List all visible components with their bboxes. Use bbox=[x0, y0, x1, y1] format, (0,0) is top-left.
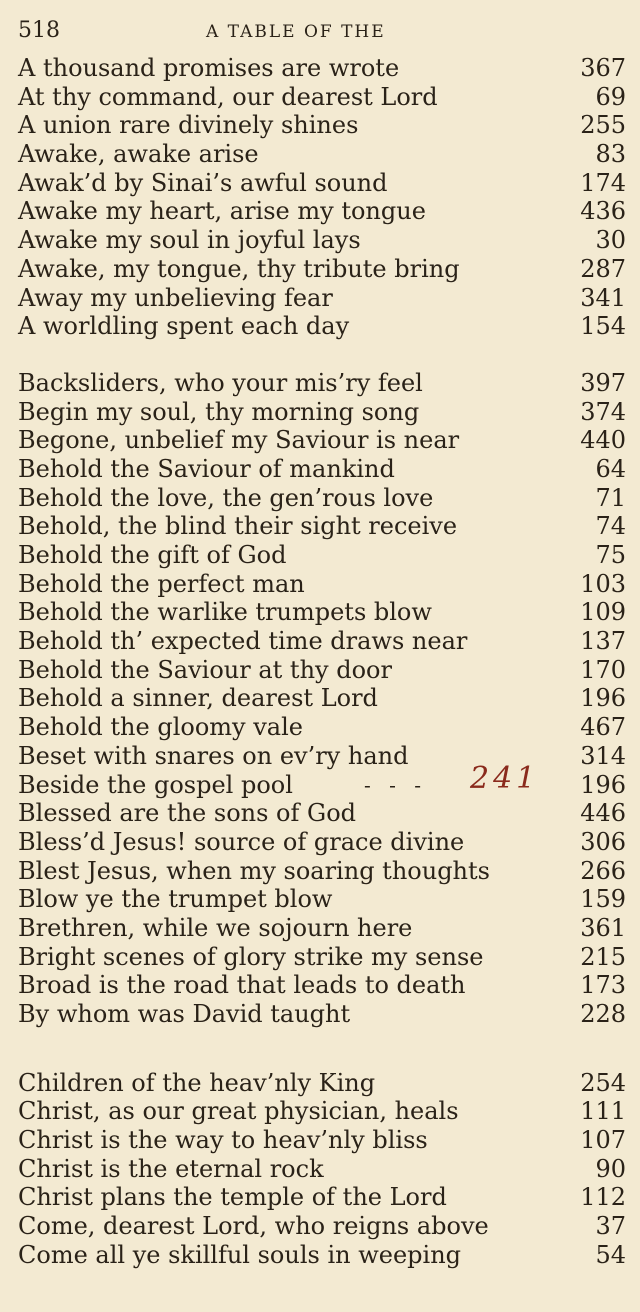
entry-title: Behold th’ expected time draws near bbox=[18, 627, 468, 656]
index-entry bbox=[18, 598, 626, 627]
index-entry bbox=[18, 570, 626, 599]
hymn-number: 174 bbox=[580, 168, 626, 197]
entry-title: Children of the heav’nly King bbox=[18, 1068, 376, 1097]
entry-title: Come all ye skillful souls in weeping bbox=[18, 1240, 462, 1269]
index-entry bbox=[18, 111, 626, 140]
hymn-number: 83 bbox=[595, 140, 626, 169]
index-section bbox=[18, 369, 626, 1029]
entry-title: Christ plans the temple of the Lord bbox=[18, 1183, 447, 1212]
index-entry bbox=[18, 799, 626, 828]
index-entry bbox=[18, 284, 626, 313]
index-entry bbox=[18, 885, 626, 914]
hymn-number: 71 bbox=[595, 483, 626, 512]
entry-title: Behold the perfect man bbox=[18, 569, 305, 598]
index-entry bbox=[18, 54, 626, 83]
hymn-number: 196 bbox=[580, 684, 626, 713]
hymn-number: 254 bbox=[580, 1068, 626, 1097]
hymn-number: 374 bbox=[580, 397, 626, 426]
section-gap bbox=[18, 1029, 626, 1069]
entry-title: Awake, awake arise bbox=[18, 140, 259, 169]
index-entry bbox=[18, 426, 626, 455]
hymn-number: 112 bbox=[580, 1183, 626, 1212]
index-entry bbox=[18, 369, 626, 398]
hymn-number: 170 bbox=[580, 655, 626, 684]
index-entry bbox=[18, 1241, 626, 1270]
index-entry bbox=[18, 455, 626, 484]
hymn-number: 436 bbox=[580, 197, 626, 226]
entry-title: Beside the gospel pool bbox=[18, 770, 293, 799]
index-entry bbox=[18, 169, 626, 198]
hymn-number: 64 bbox=[595, 454, 626, 483]
hymn-number: 228 bbox=[580, 1000, 626, 1028]
index-entry bbox=[18, 484, 626, 513]
index-entry bbox=[18, 684, 626, 713]
index-section bbox=[18, 54, 626, 341]
hymn-number: 397 bbox=[580, 368, 626, 397]
index-entry bbox=[18, 1212, 626, 1241]
entry-title: Awake my heart, arise my tongue bbox=[18, 197, 426, 226]
page-header bbox=[18, 14, 626, 54]
hymn-number: 361 bbox=[580, 913, 626, 942]
entry-title: Awake my soul in joyful lays bbox=[18, 226, 361, 255]
entry-title: Christ, as our great physician, heals bbox=[18, 1097, 459, 1126]
leader-dots: - - - bbox=[364, 772, 427, 797]
index-entry bbox=[18, 1069, 626, 1098]
hymn-number: 37 bbox=[595, 1212, 626, 1241]
hymn-number: 467 bbox=[580, 713, 626, 742]
index-entry bbox=[18, 857, 626, 886]
entry-title: Blessed are the sons of God bbox=[18, 799, 357, 828]
hymn-number: 215 bbox=[580, 942, 626, 971]
hymn-number: 159 bbox=[580, 885, 626, 914]
entry-title: Awak’d by Sinai’s awful sound bbox=[18, 168, 388, 197]
index-entry bbox=[18, 512, 626, 541]
hymn-number: 255 bbox=[580, 111, 626, 140]
hymn-number: 74 bbox=[595, 512, 626, 541]
entry-title: Behold the gift of God bbox=[18, 541, 287, 569]
entry-title: Behold the gloomy vale bbox=[18, 713, 303, 742]
entry-title: Backsliders, who your mis’ry feel bbox=[18, 368, 423, 397]
entry-title: Behold the Saviour of mankind bbox=[18, 454, 395, 483]
entry-title: A thousand promises are wrote bbox=[18, 54, 400, 82]
hymn-number: 446 bbox=[580, 799, 626, 828]
entry-title: A worldling spent each day bbox=[18, 312, 350, 341]
hymn-number: 173 bbox=[580, 971, 626, 1000]
index-entry bbox=[18, 828, 626, 857]
hymn-number: 266 bbox=[580, 856, 626, 885]
index-entry bbox=[18, 255, 626, 284]
hymn-number: 341 bbox=[580, 283, 626, 312]
entry-title: Blow ye the trumpet blow bbox=[18, 885, 333, 914]
hymn-number: 154 bbox=[580, 312, 626, 341]
entry-title: By whom was David taught bbox=[18, 1000, 351, 1028]
hymn-number: 54 bbox=[595, 1240, 626, 1269]
entry-title: Bless’d Jesus! source of grace divine bbox=[18, 827, 465, 856]
hymn-number: 103 bbox=[580, 569, 626, 598]
index-entry bbox=[18, 398, 626, 427]
entry-title: Begin my soul, thy morning song bbox=[18, 397, 420, 426]
index-section bbox=[18, 1069, 626, 1270]
index-entry bbox=[18, 1000, 626, 1029]
hymn-number: 367 bbox=[580, 54, 626, 82]
index-entry bbox=[18, 226, 626, 255]
entry-title: Christ is the eternal rock bbox=[18, 1154, 324, 1183]
index-entry bbox=[18, 1126, 626, 1155]
hymn-number: 75 bbox=[595, 541, 626, 569]
entry-title: Bright scenes of glory strike my sense bbox=[18, 942, 484, 971]
entry-title: A union rare divinely shines bbox=[18, 111, 359, 140]
entry-title: Begone, unbelief my Saviour is near bbox=[18, 426, 460, 455]
handwritten-annotation: 241 bbox=[470, 760, 540, 796]
hymn-number: 287 bbox=[580, 254, 626, 283]
section-gap bbox=[18, 341, 626, 369]
entry-title: Away my unbelieving fear bbox=[18, 283, 333, 312]
hymn-number: 111 bbox=[580, 1097, 626, 1126]
running-head: A TABLE OF THE bbox=[206, 22, 386, 42]
hymn-number: 30 bbox=[595, 226, 626, 255]
entry-title: Awake, my tongue, thy tribute bring bbox=[18, 254, 460, 283]
hymn-number: 90 bbox=[595, 1154, 626, 1183]
index-entry bbox=[18, 914, 626, 943]
hymn-number: 69 bbox=[595, 82, 626, 111]
index-entry bbox=[18, 627, 626, 656]
hymn-number: 440 bbox=[580, 426, 626, 455]
index-entry bbox=[18, 656, 626, 685]
index-list bbox=[18, 54, 626, 1270]
hymn-number: 196 bbox=[580, 770, 626, 799]
index-entry bbox=[18, 312, 626, 341]
index-entry bbox=[18, 971, 626, 1000]
index-entry bbox=[18, 140, 626, 169]
entry-title: Christ is the way to heav’nly bliss bbox=[18, 1126, 428, 1155]
entry-title: At thy command, our dearest Lord bbox=[18, 82, 438, 111]
hymn-number: 314 bbox=[580, 741, 626, 770]
entry-title: Behold the love, the gen’rous love bbox=[18, 483, 434, 512]
index-entry bbox=[18, 1155, 626, 1184]
entry-title: Behold, the blind their sight receive bbox=[18, 512, 458, 541]
index-entry bbox=[18, 83, 626, 112]
entry-title: Behold the Saviour at thy door bbox=[18, 655, 392, 684]
hymn-number: 109 bbox=[580, 598, 626, 627]
index-entry bbox=[18, 760, 626, 800]
hymn-number: 306 bbox=[580, 827, 626, 856]
hymn-number: 137 bbox=[580, 627, 626, 656]
entry-title: Come, dearest Lord, who reigns above bbox=[18, 1212, 489, 1241]
entry-title: Behold the warlike trumpets blow bbox=[18, 598, 432, 627]
index-entry bbox=[18, 541, 626, 570]
entry-title: Beset with snares on ev’ry hand bbox=[18, 741, 409, 770]
index-entry bbox=[18, 1097, 626, 1126]
entry-title: Blest Jesus, when my soaring thoughts bbox=[18, 856, 490, 885]
index-entry bbox=[18, 197, 626, 226]
entry-title: Broad is the road that leads to death bbox=[18, 971, 466, 1000]
entry-title: Brethren, while we sojourn here bbox=[18, 913, 413, 942]
hymn-number: 107 bbox=[580, 1126, 626, 1155]
page-number: 518 bbox=[18, 18, 60, 43]
index-entry bbox=[18, 713, 626, 742]
index-entry bbox=[18, 943, 626, 972]
entry-title: Behold a sinner, dearest Lord bbox=[18, 684, 378, 713]
index-entry bbox=[18, 1183, 626, 1212]
